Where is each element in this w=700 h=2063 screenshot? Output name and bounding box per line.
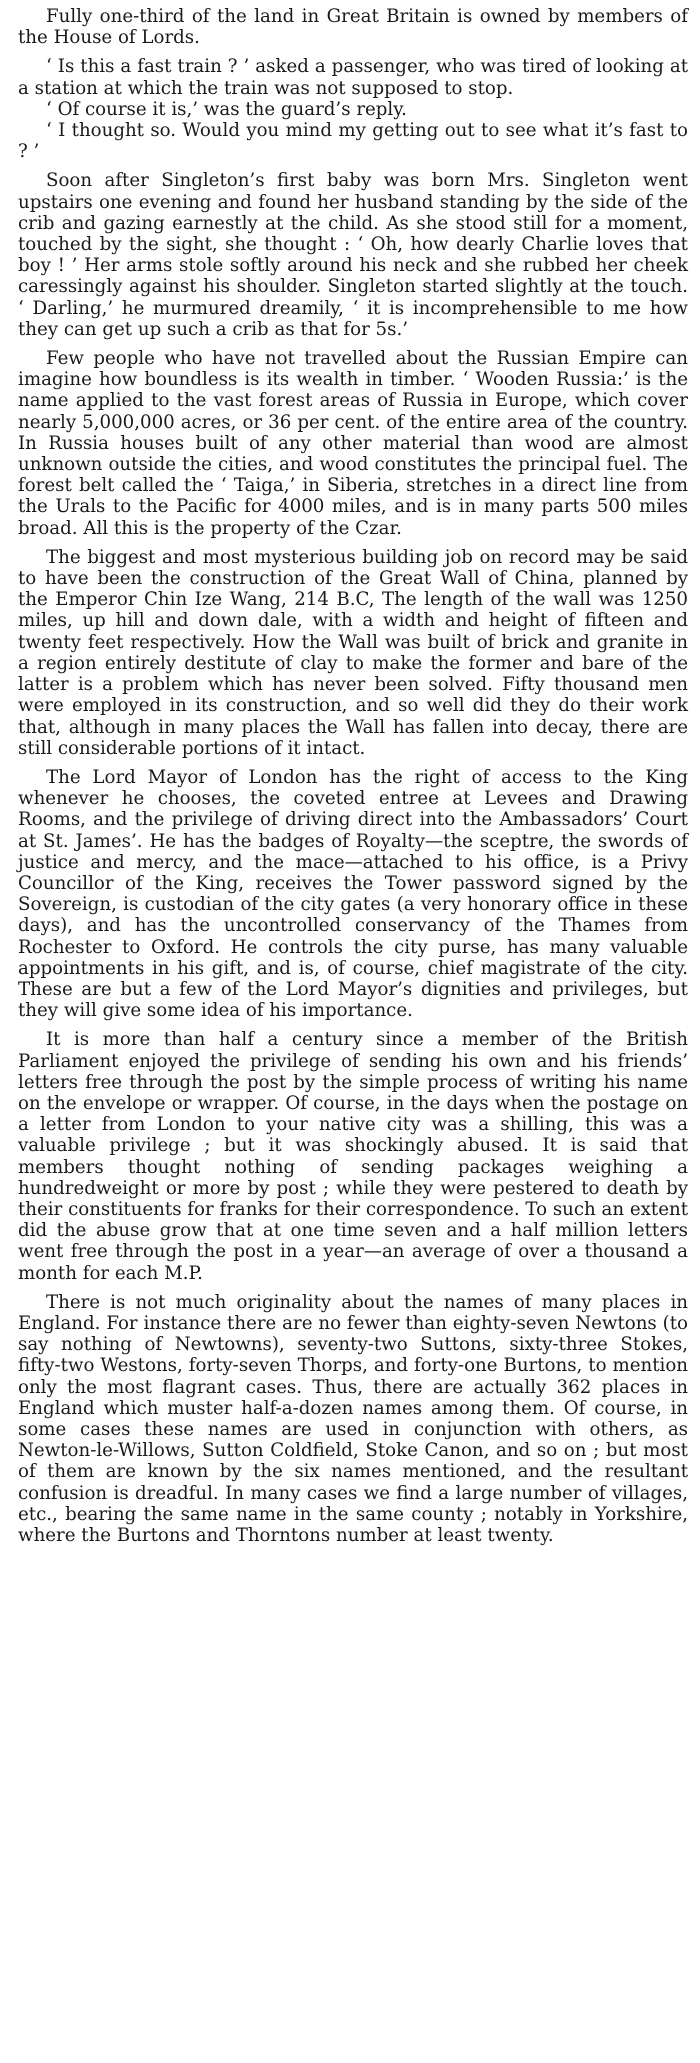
paragraph-great-wall: The biggest and most mysterious building job on record may be said to have been the construction of the Great Wall of China, planned by the Emperor Chin Ize Wang, 214 B.C, The length of the wall was 1250 miles, up hill and down dale, with a width and height of fifteen and twenty feet respectively. How the Wall was built of brick and granite in a region entirely destitute of clay to make the former and bare of the latter is a problem which has never been solved. Fifty thousand men were employed in its construction, and so well did they do their work that, although in many places the Wall has fallen into decay, there are still considerable portions of it intact. [18, 546, 688, 759]
paragraph-house-of-lords: Fully one-third of the land in Great Britain is owned by members of the House of Lords. [18, 6, 688, 49]
paragraph-lord-mayor: The Lord Mayor of London has the right of access to the King whenever he chooses, the coveted entree at Levees and Drawing Rooms, and the privilege of driving direct into the Ambassadors’ Court at St. James’. He has the badges of Royalty—the sceptre, the swords of justice and mercy, and the mace—attached to his office, is a Privy Councillor of the King, receives the Tower password signed by the Sovereign, is custodian of the city gates (a very honorary office in these days), and has the uncontrolled conservancy of the Thames from Rochester to Oxford. He controls the city purse, has many valuable appointments in his gift, and is, of course, chief magistrate of the city. These are but a few of the Lord Mayor’s dignities and privileges, but they will give some idea of his importance. [18, 766, 688, 1022]
fast-train-punchline: ‘ I thought so. Would you mind my getting out to see what it’s fast to ? ’ [18, 120, 688, 163]
paragraph-singleton-crib: Soon after Singleton’s first baby was born Mrs. Singleton went upstairs one evening and found her husband standing by the side of the crib and gazing earnestly at the child. As she stood still for a moment, touched by the sight, she thought : ‘ Oh, how dearly Charlie loves that boy ! ’ Her arms stole softly around his neck and she rubbed her cheek caressingly against his shoulder. Singleton started slightly at the touch. ‘ Darling,’ he murmured dreamily, ‘ it is incomprehensible to me how they can get up such a crib as that for 5s.’ [18, 170, 688, 340]
paragraph-place-names: There is not much originality about the names of many places in England. For instance there are no fewer than eighty-seven Newtons (to say nothing of Newtowns), seventy-two Suttons, sixty-three Stokes, fifty-two Westons, forty-seven Thorps, and forty-one Burtons, to mention only the most flagrant cases. Thus, there are actually 362 places in England which muster half-a-dozen names among them. Of course, in some cases these names are used in conjunction with others, as Newton-le-Willows, Sutton Coldfield, Stoke Canon, and so on ; but most of them are known by the six names mentioned, and the resultant confusion is dreadful. In many cases we find a large number of villages, etc., bearing the same name in the same county ; notably in Yorkshire, where the Burtons and Thorntons number at least twenty. [18, 1291, 688, 1547]
fast-train-reply: ‘ Of course it is,’ was the guard’s reply. [46, 98, 407, 120]
article-column [18, 6, 688, 1546]
paragraph-franking-letters: It is more than half a century since a member of the British Parliament enjoyed the privilege of sending his own and his friends’ letters free through the post by the simple process of writing his name on the envelope or wrapper. Of course, in the days when the postage on a letter from London to your native city was a shilling, this was a valuable privilege ; but it was shockingly abused. It is said that members thought nothing of sending packages weighing a hundredweight or more by post ; while they were pestered to death by their constituents for franks for their correspondence. To such an extent did the abuse grow that at one time seven and a half million letters went free through the post in a year—an average of over a thousand a month for each M.P. [18, 1029, 689, 1284]
fast-train-question: ‘ Is this a fast train ? ’ asked a passenger, who was tired of looking at a station at which the train was not supposed to stop. [18, 56, 688, 99]
paragraph-fast-train [18, 56, 688, 162]
paragraph-wooden-russia: Few people who have not travelled about the Russian Empire can imagine how boundless is its wealth in timber. ‘ Wooden Russia:’ is the name applied to the vast forest areas of Russia in Europe, which cover nearly 5,000,000 acres, or 36 per cent. of the entire area of the country. In Russia houses built of any other material than wood are almost unknown outside the cities, and wood constitutes the principal fuel. The forest belt called the ‘ Taiga,’ in Siberia, stretches in a direct line from the Urals to the Pacific for 4000 miles, and is in many parts 500 miles broad. All this is the property of the Czar. [18, 348, 688, 539]
